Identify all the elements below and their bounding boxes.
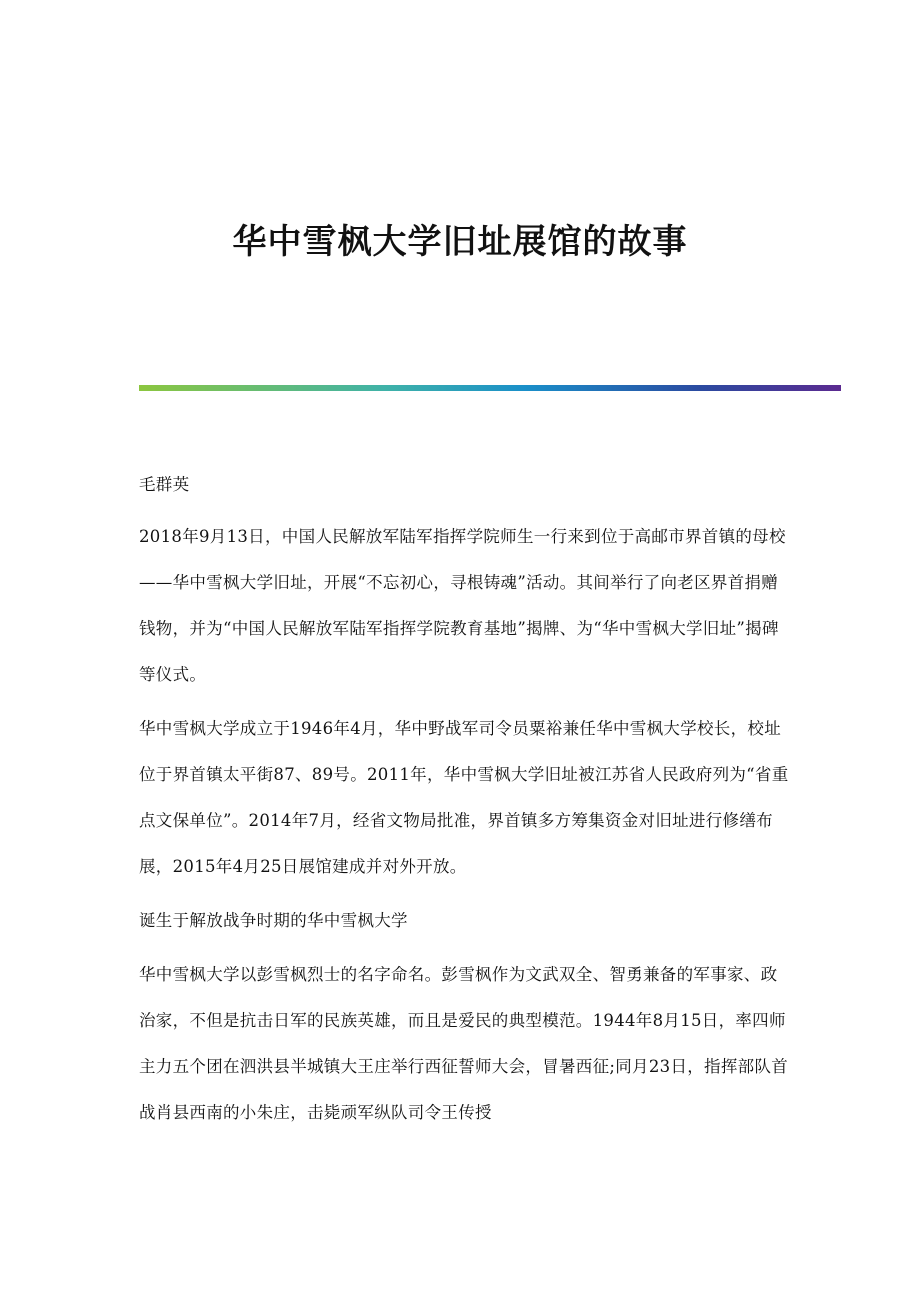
section-heading: 诞生于解放战争时期的华中雪枫大学 <box>139 911 408 930</box>
author-name: 毛群英 <box>139 475 190 494</box>
paragraph: 华中雪枫大学以彭雪枫烈士的名字命名。彭雪枫作为文武双全、智勇兼备的军事家、政治家，不但是抗击日军的民族英雄，而且是爱民的典型模范。1944年8月15日，率四师主力五个团在泗洪县半城镇大王庄举行西征誓师大会，冒暑西征;同月23日，指挥部队首战肖县西南的小朱庄，击毙顽军纵队司令王传授 <box>139 965 789 1122</box>
document-title: 华中雪枫大学旧址展馆的故事 <box>232 222 688 262</box>
document-body <box>139 462 789 1144</box>
paragraph: 2018年9月13日，中国人民解放军陆军指挥学院师生一行来到位于高邮市界首镇的母校——华中雪枫大学旧址，开展“不忘初心，寻根铸魂”活动。其间举行了向老区界首捐赠钱物，并为“中国人民解放军陆军指挥学院教育基地”揭牌、为“华中雪枫大学旧址”揭碑等仪式。 <box>139 527 786 684</box>
gradient-divider <box>139 385 841 391</box>
paragraph: 华中雪枫大学成立于1946年4月，华中野战军司令员粟裕兼任华中雪枫大学校长，校址位于界首镇太平街87、89号。2011年，华中雪枫大学旧址被江苏省人民政府列为“省重点文保单位”。2014年7月，经省文物局批准，界首镇多方筹集资金对旧址进行修缮布展，2015年4月25日展馆建成并对外开放。 <box>139 719 789 876</box>
